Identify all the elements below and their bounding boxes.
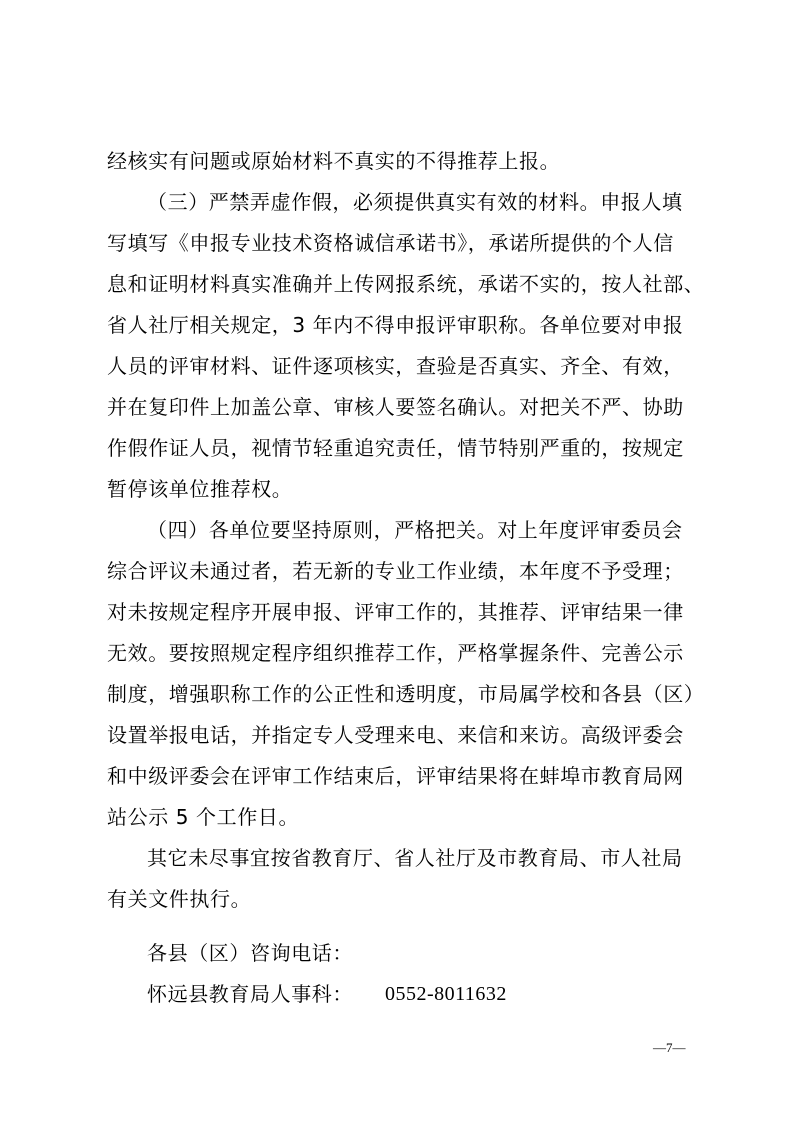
- body-line: 其它未尽事宜按省教育厅、省人社厅及市教育局、市人社局: [147, 846, 683, 870]
- body-line: 人员的评审材料、证件逐项核实，查验是否真实、齐全、有效，: [107, 354, 684, 378]
- body-line: 设置举报电话，并指定专人受理来电、来信和来访。高级评委会: [107, 723, 684, 747]
- body-line: 省人社厅相关规定，3 年内不得申报评审职称。各单位要对申报: [107, 313, 684, 337]
- body-line: 站公示 5 个工作日。: [107, 805, 300, 829]
- body-line: 制度，增强职称工作的公正性和透明度，市局属学校和各县（区）: [107, 682, 705, 706]
- body-line: 无效。要按照规定程序组织推荐工作，严格掌握条件、完善公示: [107, 641, 684, 665]
- body-line: 并在复印件上加盖公章、审核人要签名确认。对把关不严、协助: [107, 395, 684, 419]
- contact-office-label: 怀远县教育局人事科：: [147, 982, 353, 1006]
- body-line: 息和证明材料真实准确并上传网报系统，承诺不实的，按人社部、: [107, 272, 705, 296]
- contacts-heading: 各县（区）咨询电话：: [147, 941, 353, 965]
- body-line: 综合评议未通过者，若无新的专业工作业绩，本年度不予受理；: [107, 559, 684, 583]
- body-line: 写填写《申报专业技术资格诚信承诺书》，承诺所提供的个人信: [107, 231, 674, 255]
- body-line: 作假作证人员，视情节轻重追究责任，情节特别严重的，按规定: [107, 436, 684, 460]
- body-line: 和中级评委会在评审工作结束后，评审结果将在蚌埠市教育局网: [107, 764, 684, 788]
- body-line: （四）各单位要坚持原则，严格把关。对上年度评审委员会: [147, 518, 683, 542]
- body-line: 有关文件执行。: [107, 887, 252, 911]
- body-line: 对未按规定程序开展申报、评审工作的，其推荐、评审结果一律: [107, 600, 684, 624]
- body-line: 暂停该单位推荐权。: [107, 477, 293, 501]
- contact-phone: 0552-8011632: [385, 983, 507, 1005]
- body-line: 经核实有问题或原始材料不真实的不得推荐上报。: [107, 149, 561, 173]
- page-number: —7—: [653, 1040, 686, 1055]
- body-line: （三）严禁弄虚作假，必须提供真实有效的材料。申报人填: [147, 190, 683, 214]
